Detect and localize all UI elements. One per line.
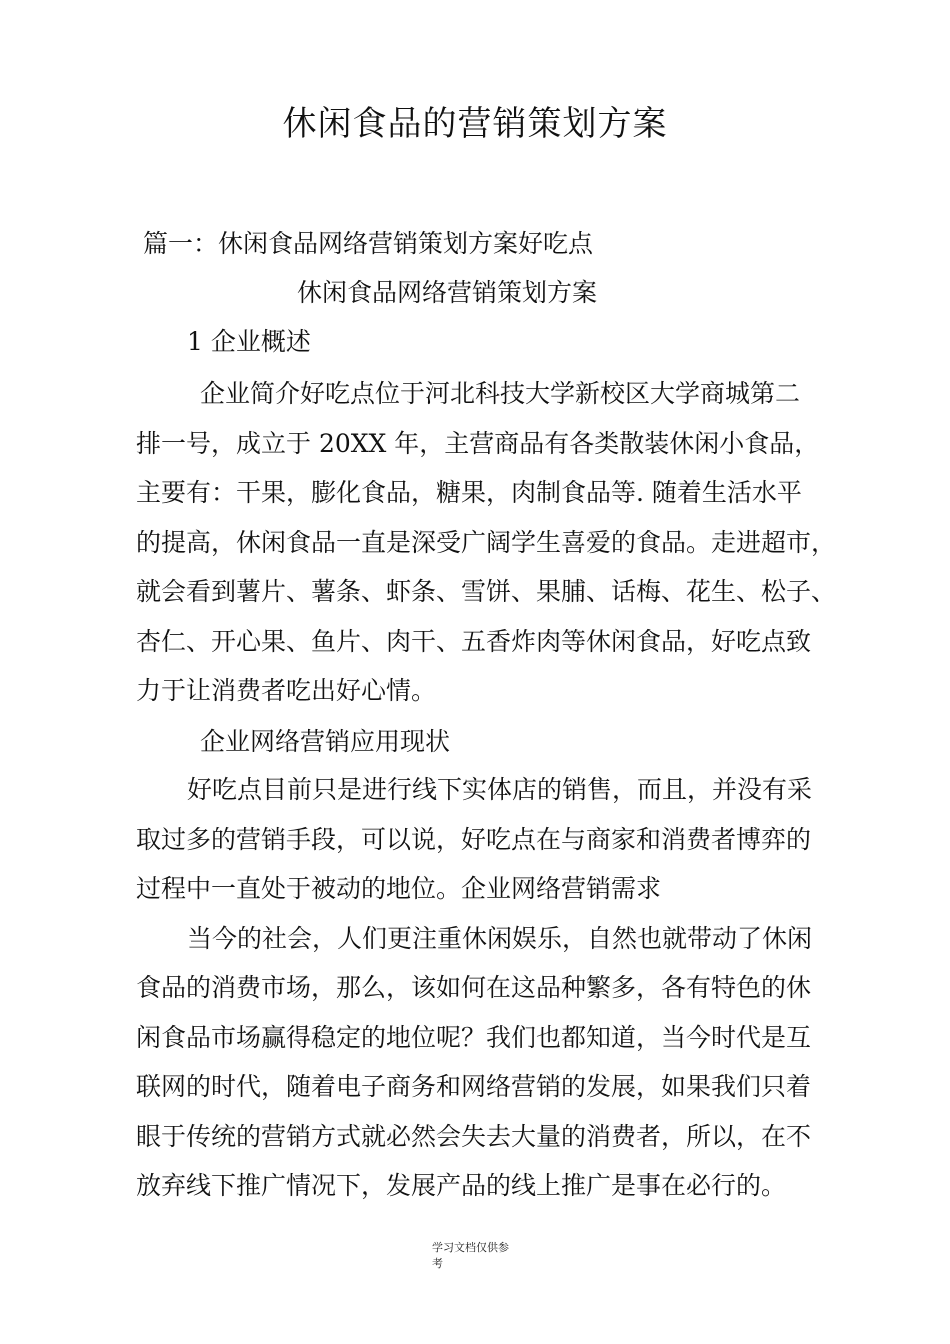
paragraph-line: 排一号，成立于 20XX 年，主营商品有各类散装休闲小食品， [136,429,820,458]
paragraph-line: 企业简介好吃点位于河北科技大学新校区大学商城第二 [200,379,801,408]
subtitle: 休闲食品网络营销策划方案 [297,278,598,307]
paragraph-line: 过程中一直处于被动的地位。企业网络营销需求 [136,874,662,903]
paragraph-line: 联网的时代，随着电子商务和网络营销的发展，如果我们只着 [136,1072,812,1101]
paragraph-line: 就会看到薯片、薯条、虾条、雪饼、果脯、话梅、花生、松子、 [136,577,837,606]
paragraph-line: 主要有：干果，膨化食品，糖果，肉制食品等. 随着生活水平 [136,478,802,507]
paragraph-line: 眼于传统的营销方式就必然会失去大量的消费者，所以，在不 [136,1122,812,1151]
footer-line: 考 [432,1257,443,1270]
chapter-heading: 篇一：休闲食品网络营销策划方案好吃点 [143,229,594,258]
paragraph-line: 当今的社会，人们更注重休闲娱乐，自然也就带动了休闲 [187,924,813,953]
paragraph-line: 的提高，休闲食品一直是深受广阔学生喜爱的食品。走进超市， [136,528,837,557]
paragraph-line: 闲食品市场赢得稳定的地位呢？我们也都知道，当今时代是互 [136,1023,812,1052]
document-title: 休闲食品的营销策划方案 [282,104,668,144]
paragraph-line: 力于让消费者吃出好心情。 [136,676,437,705]
paragraph-line: 放弃线下推广情况下，发展产品的线上推广是事在必行的。 [136,1171,787,1200]
paragraph-line: 杏仁、开心果、鱼片、肉干、五香炸肉等休闲食品，好吃点致 [136,627,812,656]
paragraph-line: 食品的消费市场，那么，该如何在这品种繁多，各有特色的休 [136,973,812,1002]
paragraph-line: 好吃点目前只是进行线下实体店的销售，而且，并没有采 [187,775,813,804]
section-heading-status: 企业网络营销应用现状 [200,727,451,756]
footer-note [432,1240,542,1272]
section-heading-overview: 1 企业概述 [187,327,311,356]
footer-line: 学习文档仅供参 [432,1241,509,1254]
paragraph-line: 取过多的营销手段，可以说，好吃点在与商家和消费者博弈的 [136,825,812,854]
